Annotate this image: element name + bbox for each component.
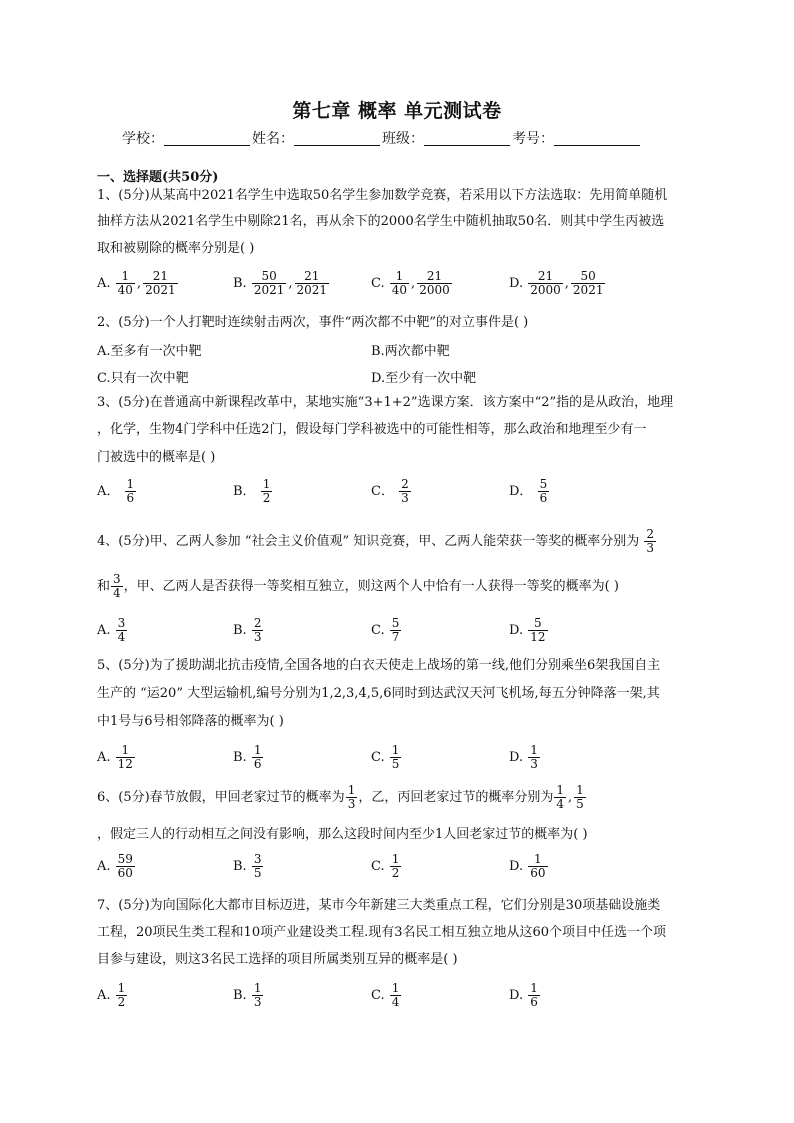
q7-line-2: 工程，20项民生类工程和10项产业建设类工程.现有3名民工相互独立地从这60个项目中任选一个项 [97, 925, 667, 940]
fraction: $\frac{1}{4}$ [556, 783, 564, 811]
fraction: $\frac{1}{5}$ [576, 783, 584, 811]
fraction: $\frac{1}{60}$ [530, 852, 546, 880]
q7-line-3: 目参与建设，则这3名民工选择的项目所属类别互异的概率是( ) [97, 952, 458, 967]
q6-line-2: ，假定三人的行动相互之间没有影响，那么这段时间内至少1人回老家过节的概率为( ) [97, 827, 588, 842]
fraction: $\frac{21}{2000}$ [419, 269, 450, 297]
fraction: $\frac{5}{12}$ [530, 616, 546, 644]
school-blank[interactable] [164, 131, 250, 146]
fraction: $\frac{2}{3}$ [401, 477, 409, 505]
fraction: $\frac{21}{2021}$ [145, 269, 176, 297]
q2-option-d[interactable]: D.至少有一次中靶 [371, 371, 477, 386]
q5-option-b[interactable]: B. $\frac{1}{6}$ [233, 743, 262, 771]
q2-option-a[interactable]: A.至多有一次中靶 [97, 344, 202, 359]
q3-option-a[interactable]: A． $\frac{1}{6}$ [97, 477, 135, 505]
q5-option-a[interactable]: A. $\frac{1}{12}$ [97, 743, 133, 771]
q1-option-c[interactable]: C. $\frac{1}{40}$ , $\frac{21}{2000}$ [371, 269, 450, 297]
page-title: 第七章 概率 单元测试卷 [292, 100, 502, 122]
q3-option-b[interactable]: B． $\frac{1}{2}$ [233, 477, 271, 505]
fraction: $\frac{2}{3}$ [253, 616, 262, 644]
class-label: 班级： [382, 131, 424, 147]
school-label: 学校： [122, 131, 164, 147]
q2-option-b[interactable]: B.两次都中靶 [371, 344, 450, 359]
q1-line-3: 取和被剔除的概率分别是( ) [97, 241, 255, 256]
fraction: $\frac{21}{2021}$ [296, 269, 328, 297]
q6-option-b[interactable]: B. $\frac{3}{5}$ [233, 852, 262, 880]
student-info-line [122, 128, 642, 148]
fraction: $\frac{1}{3}$ [347, 783, 356, 811]
fraction: $\frac{1}{2}$ [391, 852, 400, 880]
q4-option-a[interactable]: A. $\frac{3}{4}$ [97, 616, 126, 644]
q1-option-d[interactable]: D. $\frac{21}{2000}$ , $\frac{50}{2021}$ [509, 269, 604, 297]
q5-line-2: 生产的 “运20” 大型运输机,编号分别为1,2,3,4,5,6同时到达武汉天河飞机场,每五分钟降落一架,其 [97, 686, 660, 701]
name-blank[interactable] [294, 131, 380, 146]
q1-option-b[interactable]: B. $\frac{50}{2021}$ , $\frac{21}{2021}$ [233, 269, 328, 297]
q1-line-1: 1、(5分)从某高中2021名学生中选取50名学生参加数学竞赛，若采用以下方法选取：先用简单随机 [97, 188, 668, 203]
fraction: $\frac{1}{3}$ [253, 981, 262, 1009]
q6-line-1: 6、(5分)春节放假，甲回老家过节的概率为 $\frac{1}{3}$ ，乙，丙回老家过节的概率分别为 $\frac{1}{4}$ , $\frac{1}{5}$ [97, 783, 584, 811]
fraction: $\frac{3}{5}$ [253, 852, 262, 880]
fraction: $\frac{1}{12}$ [117, 743, 133, 771]
number-blank[interactable] [554, 131, 640, 146]
q6-option-c[interactable]: C. $\frac{1}{2}$ [371, 852, 400, 880]
q2-option-c[interactable]: C.只有一次中靶 [97, 371, 189, 386]
q7-option-a[interactable]: A. $\frac{1}{2}$ [97, 981, 126, 1009]
q7-line-1: 7、(5分)为向国际化大都市目标迈进，某市今年新建三大类重点工程，它们分别是30项基础设施类 [97, 898, 661, 913]
q5-option-c[interactable]: C. $\frac{1}{5}$ [371, 743, 400, 771]
fraction: $\frac{1}{4}$ [391, 981, 400, 1009]
q6-option-a[interactable]: A. $\frac{59}{60}$ [97, 852, 133, 880]
q3-line-3: 门被选中的概率是( ) [97, 450, 216, 465]
fraction: $\frac{1}{6}$ [126, 477, 135, 505]
fraction: $\frac{50}{2021}$ [253, 269, 285, 297]
name-label: 姓名： [252, 131, 294, 147]
q7-option-b[interactable]: B. $\frac{1}{3}$ [233, 981, 262, 1009]
q3-line-1: 3、(5分)在普通高中新课程改革中，某地实施“3+1+2”选课方案．该方案中“2”指的是从政治，地理 [97, 395, 674, 410]
q4-line-1: 4、(5分)甲、乙两人参加 “社会主义价值观” 知识竞赛，甲、乙两人能荣获一等奖的概率分别为 $\frac{2}{3}$ [97, 527, 655, 555]
fraction: $\frac{1}{5}$ [391, 743, 400, 771]
q4-option-d[interactable]: D. $\frac{5}{12}$ [509, 616, 546, 644]
q4-option-b[interactable]: B. $\frac{2}{3}$ [233, 616, 262, 644]
fraction: $\frac{3}{4}$ [117, 616, 126, 644]
section-heading: 一、选择题(共50分) [97, 170, 219, 185]
q2-line-1: 2、(5分)一个人打靶时连续射击两次，事件“两次都不中靶”的对立事件是( ) [97, 315, 529, 330]
q4-line-2: 和 $\frac{3}{4}$ ，甲、乙两人是否获得一等奖相互独立，则这两个人中恰有一人获得一等奖的概率为( ) [97, 572, 619, 600]
fraction: $\frac{1}{3}$ [530, 743, 538, 771]
fraction: $\frac{21}{2000}$ [530, 269, 561, 297]
q3-option-d[interactable]: D． $\frac{5}{6}$ [509, 477, 548, 505]
fraction: $\frac{2}{3}$ [646, 527, 655, 555]
q3-line-2: ，化学，生物4门学科中任选2门，假设每门学科被选中的可能性相等，那么政治和地理至少有一 [97, 422, 647, 437]
number-label: 考号： [512, 131, 554, 147]
q1-line-2: 抽样方法从2021名学生中剔除21名，再从余下的2000名学生中随机抽取50名．则其中学生丙被选 [97, 214, 665, 229]
fraction: $\frac{1}{40}$ [391, 269, 408, 297]
fraction: $\frac{1}{40}$ [117, 269, 133, 297]
fraction: $\frac{5}{7}$ [391, 616, 400, 644]
fraction: $\frac{59}{60}$ [117, 852, 133, 880]
q4-option-c[interactable]: C. $\frac{5}{7}$ [371, 616, 400, 644]
fraction: $\frac{1}{6}$ [530, 981, 538, 1009]
q3-option-c[interactable]: C． $\frac{2}{3}$ [371, 477, 409, 505]
q5-option-d[interactable]: D. $\frac{1}{3}$ [509, 743, 538, 771]
q1-option-a[interactable]: A. $\frac{1}{40}$ , $\frac{21}{2021}$ [97, 269, 176, 297]
fraction: $\frac{3}{4}$ [113, 572, 121, 600]
fraction: $\frac{50}{2021}$ [572, 269, 604, 297]
class-blank[interactable] [424, 131, 510, 146]
q5-line-1: 5、(5分)为了援助湖北抗击疫情,全国各地的白衣天使走上战场的第一线,他们分别乘坐6架我国自主 [97, 658, 661, 673]
fraction: $\frac{1}{6}$ [253, 743, 262, 771]
fraction: $\frac{1}{2}$ [117, 981, 126, 1009]
q5-line-3: 中1号与6号相邻降落的概率为( ) [97, 714, 284, 729]
fraction: $\frac{5}{6}$ [539, 477, 548, 505]
q6-option-d[interactable]: D. $\frac{1}{60}$ [509, 852, 546, 880]
fraction: $\frac{1}{2}$ [262, 477, 271, 505]
q7-option-c[interactable]: C. $\frac{1}{4}$ [371, 981, 400, 1009]
q7-option-d[interactable]: D. $\frac{1}{6}$ [509, 981, 538, 1009]
